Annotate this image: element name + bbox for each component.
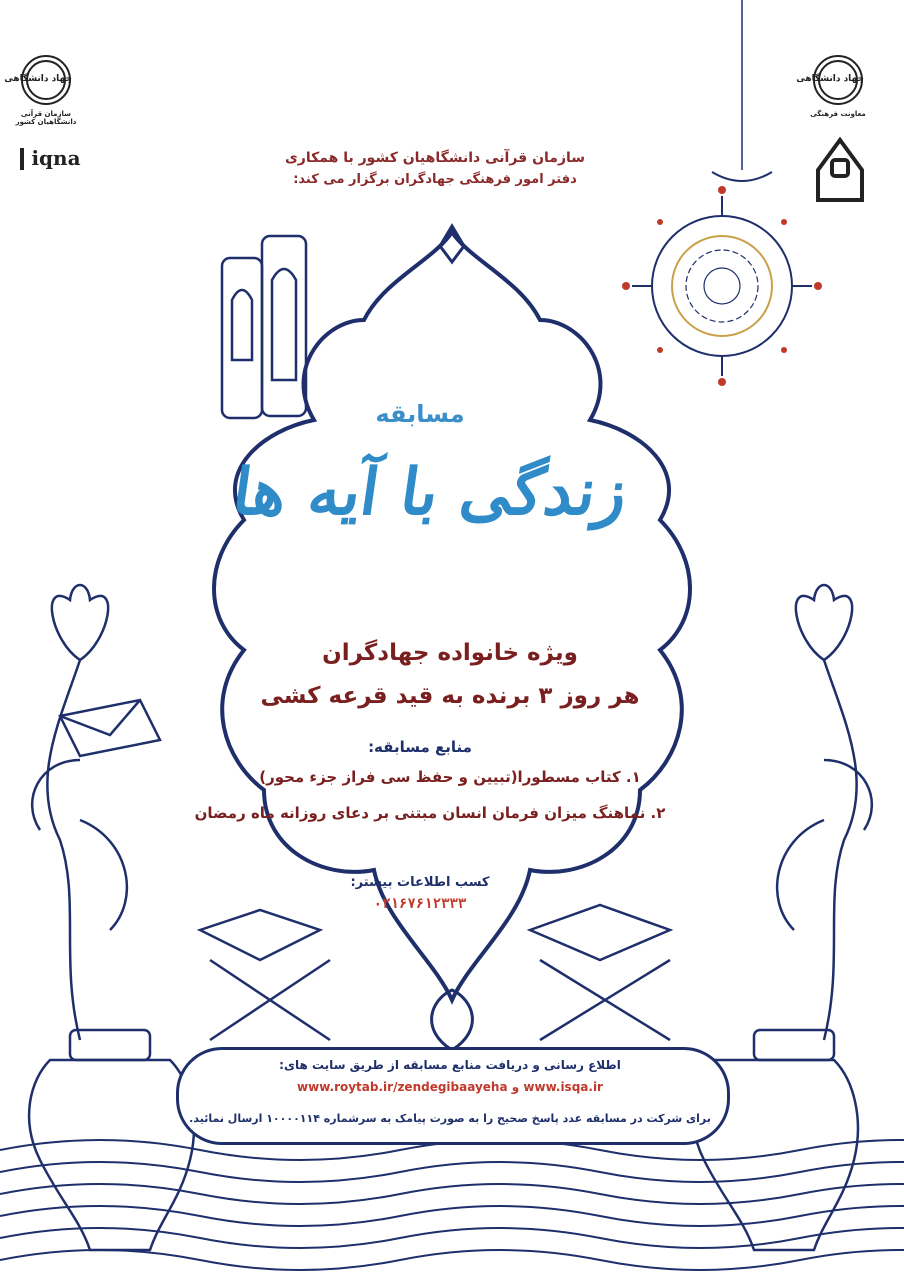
audience-subtitle: ویژه خانواده جهادگران <box>322 640 578 666</box>
logo-right-name: جهاد دانشگاهی <box>796 74 864 84</box>
organizer-line-1: سازمان قرآنی دانشگاهیان کشور با همکاری <box>284 150 586 166</box>
website-links[interactable]: www.roytab.ir/zendegibaayeha و www.isqa.ir <box>297 1080 603 1094</box>
organizer-line-2: دفتر امور فرهنگی جهادگران برگزار می کند: <box>293 172 577 187</box>
more-info-label: کسب اطلاعات بیشتر: <box>350 875 490 890</box>
competition-label: مسابقه <box>375 400 465 428</box>
logo-left-name: جهاد دانشگاهی <box>4 74 72 84</box>
iqna-logo-text: iqna <box>31 146 81 170</box>
iqna-logo <box>20 148 24 170</box>
competition-title: زندگی با آیه ها <box>228 455 632 530</box>
source-item-2: ۲. نماهنگ میزان فرمان انسان مبتنی بر دعای روزانه ماه رمضان <box>194 804 666 822</box>
logo-right-caption: معاونت فرهنگی <box>810 110 866 118</box>
source-item-1: ۱. کتاب مسطورا(تبیین و حفظ سی فراز جزء محور) <box>259 768 641 786</box>
cultural-deputy-logo <box>818 140 862 200</box>
right-flower-vase <box>693 585 872 1250</box>
left-flower-vase <box>29 585 194 1250</box>
rosette-ornament <box>622 186 822 386</box>
sms-instructions: برای شرکت در مسابقه عدد پاسخ صحیح را به صورت پیامک به سرشماره ۱۰۰۰۰۱۱۴ ارسال نمائید. <box>189 1112 711 1125</box>
daily-winners-text: هر روز ۳ برنده به قید قرعه کشی <box>260 683 640 709</box>
contact-phone[interactable]: ۰۲۱۶۷۶۱۲۳۳۳ <box>373 896 467 912</box>
websites-intro: اطلاع رسانی و دریافت منابع مسابقه از طریق سایت های: <box>279 1058 621 1072</box>
sources-heading: منابع مسابقه: <box>368 738 472 756</box>
hanging-hook <box>712 172 772 181</box>
scrolls-illustration <box>222 236 306 418</box>
logo-left-caption: سازمان قرآنی دانشگاهیان کشور <box>15 110 77 126</box>
